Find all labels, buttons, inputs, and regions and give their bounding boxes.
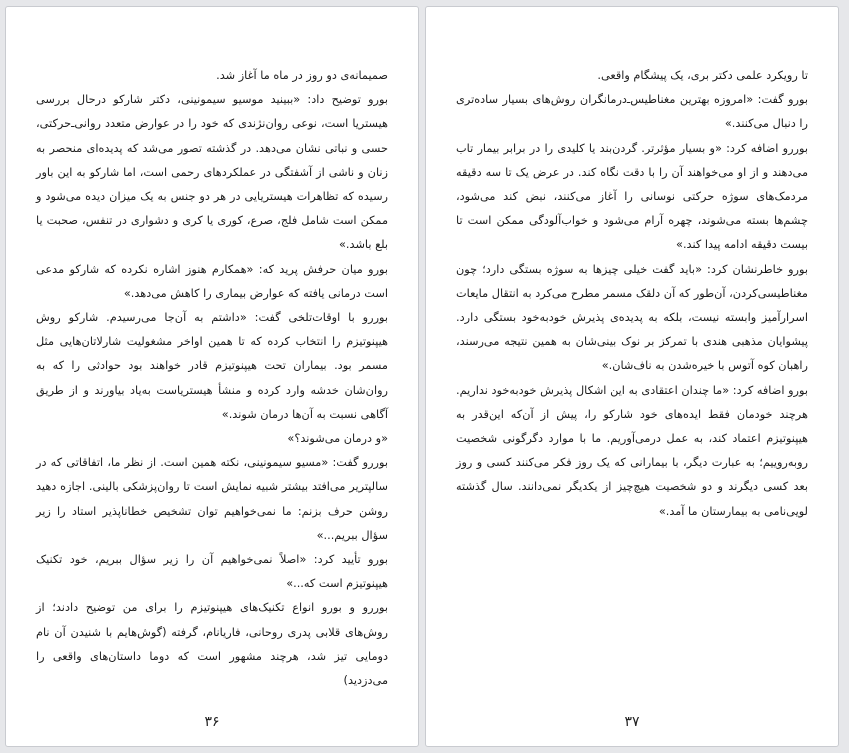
paragraph: بورو گفت: «امروزه بهترین مغناطیس‌ـ‌درمانگران روش‌های بسیار ساده‌تری را دنبال می‌کنند.»: [456, 93, 808, 131]
paragraph: صمیمانه‌ی دو روز در ماه ما آغاز شد.: [216, 69, 388, 82]
page-right: [425, 6, 839, 747]
page-left: [5, 6, 419, 747]
paragraph: بورو اضافه کرد: «ما چندان اعتقادی به این اشکال پذیرش خودبه‌خود نداریم. هرچند خودمان فقط ایده‌های خود شارکو را، پیش از آن‌که این‌قدر به هیپنوتیزم اعتماد کند، به عمل درمی‌آوریم. ما با موارد دگرگونی شخصیت روبه‌روییم؛ به عبارت دیگر، با بیمارانی که یک روز فکر می‌کنند کسی و روز بعد کسی دیگرند و دو شخصیت هیچ‌چیز از یکدیگر نمی‌دانند. سال گذشته لویی‌نامی به بیمارستان ما آمد.»: [456, 383, 808, 518]
paragraph: بوررو گفت: «مسیو سیمونینی، نکته همین است. از نظر ما، اتفاقاتی که در سالپتریر می‌افتد بیشتر شبیه نمایش است تا روان‌پزشکی بالینی. اجازه دهید روشن حرف بزنم: ما نمی‌خواهیم توان تشخیص خطاناپذیر استاد را زیر سؤال ببریم...»: [36, 456, 388, 542]
page-number: ۳۷: [624, 714, 640, 730]
paragraph: بورو میان حرفش پرید که: «همکارم هنوز اشاره نکرده که شارکو مدعی است درمانی یافته که عوارض بیماری را کاهش می‌دهد.»: [36, 262, 388, 300]
page-right-text: [456, 64, 808, 524]
paragraph: تا رویکرد علمی دکتر بری، یک پیشگام واقعی.: [597, 69, 808, 82]
paragraph: بورو تأیید کرد: «اصلاً نمی‌خواهیم آن را زیر سؤال ببریم، خود تکنیک هیپنوتیزم است که...»: [36, 553, 388, 591]
paragraph: «و درمان می‌شوند؟»: [287, 432, 388, 446]
paragraph: بورو توضیح داد: «ببینید موسیو سیمونینی، دکتر شارکو درحال بررسی هیستریا است، نوعی روان‌نژندی که خود را در عوارض متعدد روانی‌ـ‌حرکتی، حسی و نباتی نشان می‌دهد. در گذشته تصور می‌شد که پدیده‌ای منحصر به زنان و ناشی از آشفتگی در عملکردهای رحمی است، اما شارکو به این باور رسیده که تظاهرات هیستریایی در هر دو جنس به یک میزان دیده می‌شود و ممکن است شامل فلج، صرع، کوری یا کری و دشواری در تنفس، صحبت یا بلع باشد.»: [36, 93, 388, 252]
page-number: ۳۶: [204, 714, 220, 730]
page-left-text: [36, 64, 388, 693]
paragraph: بوررو و بورو انواع تکنیک‌های هیپنوتیزم را برای من توضیح دادند؛ از روش‌های قلابی پدری روحانی، فاریانام، گرفته (گوش‌هایم با شنیدن آن نام دومایی تیز شد، هرچند مشهور است که دوما داستان‌های واقعی را می‌دزدید): [36, 601, 388, 688]
paragraph: بوررو اضافه کرد: «و بسیار مؤثرتر. گردن‌بند یا کلیدی را در برابر بیمار تاب می‌دهند و از او می‌خواهند آن را با دقت نگاه کند. در عرض یک تا سه دقیقه مردمک‌های سوژه حرکتی نوسانی را آغاز می‌کنند، نبض کند می‌شود، چشم‌ها بسته می‌شوند، چهره آرام می‌شود و خواب‌آلودگی ممکن است تا بیست دقیقه ادامه پیدا کند.»: [456, 141, 808, 252]
paragraph: بوررو با اوقات‌تلخی گفت: «داشتم به آن‌جا می‌رسیدم. شارکو روش هیپنوتیزم را انتخاب کرده که تا همین اواخر مشغولیت شارلاتان‌هایی مثل مسمر بود. بیماران تحت هیپنوتیزم قادر خواهند بود حوادثی را که به روان‌شان خدشه وارد کرده و منشأ هیستریاست به‌یاد بیاورند و از طریق آگاهی نسبت به آن‌ها درمان شوند.»: [36, 311, 388, 421]
paragraph: بورو خاطرنشان کرد: «باید گفت خیلی چیزها به سوژه بستگی دارد؛ چون مغناطیسی‌کردن، آن‌طور که آن دلقک مسمر مطرح می‌کرد به انتقال مایعات اسرارآمیز وابسته نیست، بلکه به پدیده‌ی پذیرش خودبه‌خود بستگی دارد. پیشوایان مذهبی هندی با تمرکز بر نوک بینی‌شان به همین نتیجه می‌رسند، راهبان کوه آتوس با خیره‌شدن به ناف‌شان.»: [456, 262, 808, 373]
